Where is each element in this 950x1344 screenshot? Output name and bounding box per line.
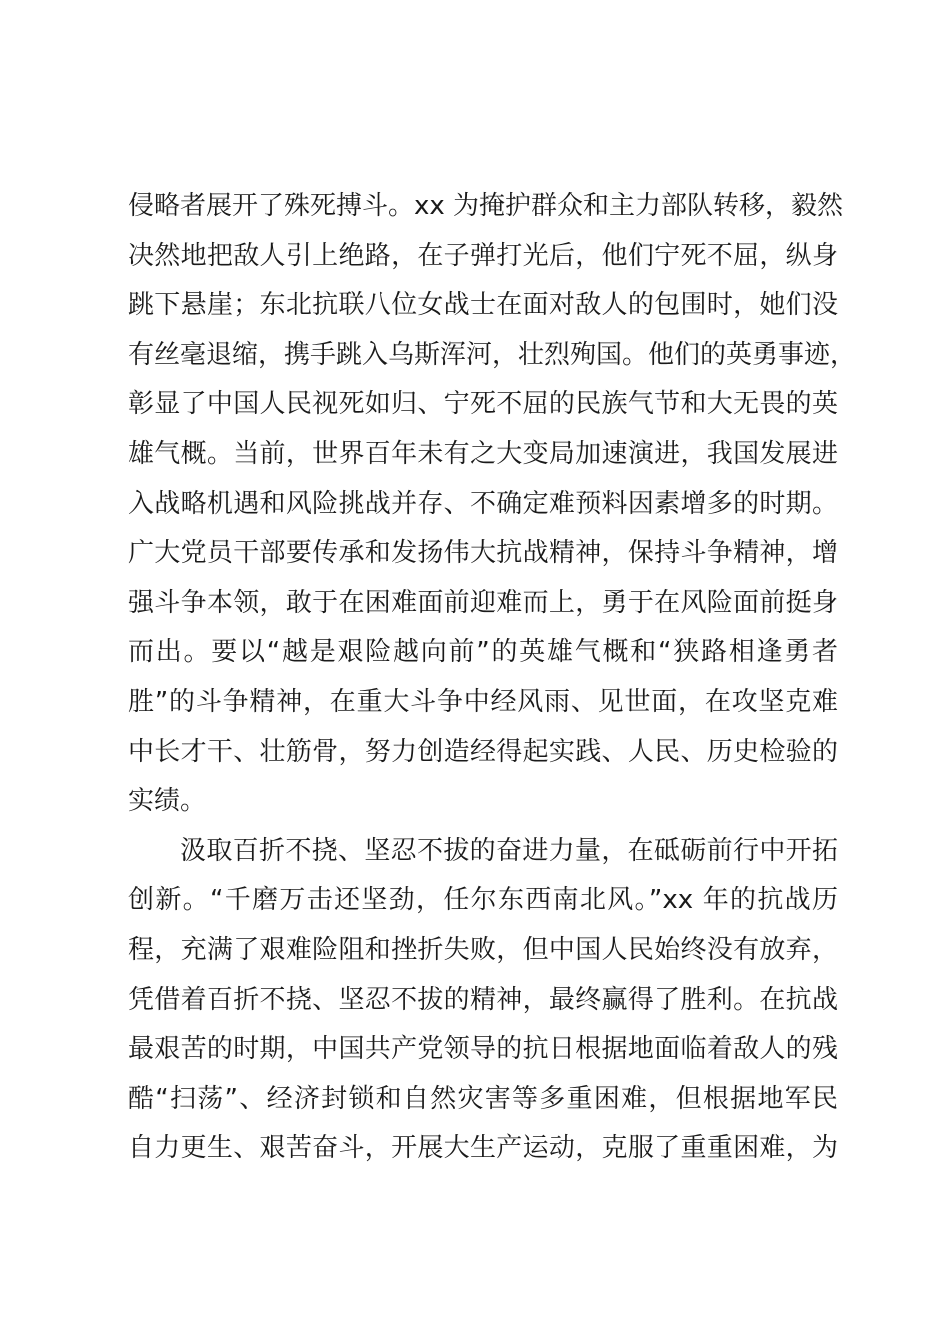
paragraph-line: 跳下悬崖；东北抗联八位女战士在面对敌人的包围时，她们没 <box>128 290 838 321</box>
paragraph-line: 最艰苦的时期，中国共产党领导的抗日根据地面临着敌人的残 <box>128 1034 838 1065</box>
paragraph-line: 程，充满了艰难险阻和挫折失败，但中国人民始终没有放弃， <box>128 934 838 965</box>
paragraph-line: 强斗争本领，敢于在困难面前迎难而上，勇于在风险面前挺身 <box>128 587 838 618</box>
paragraph-line: 决然地把敌人引上绝路，在子弹打光后，他们宁死不屈，纵身 <box>128 240 838 271</box>
paragraph-line: 雄气概。当前，世界百年未有之大变局加速演进，我国发展进 <box>128 438 838 469</box>
paragraph-line: 凭借着百折不挠、坚忍不拔的精神，最终赢得了胜利。在抗战 <box>128 984 838 1015</box>
paragraph-line: 创新。“千磨万击还坚劲，任尔东西南北风。”xx 年的抗战历 <box>128 885 838 916</box>
paragraph-line: 汲取百折不挠、坚忍不拔的奋进力量，在砥砺前行中开拓 <box>180 835 838 866</box>
paragraph-line: 而出。要以“越是艰险越向前”的英雄气概和“狭路相逢勇者 <box>128 637 838 668</box>
paragraph-line: 胜”的斗争精神，在重大斗争中经风雨、见世面，在攻坚克难 <box>128 686 838 717</box>
paragraph-2 <box>128 827 838 1174</box>
paragraph-line: 侵略者展开了殊死搏斗。xx 为掩护群众和主力部队转移，毅然 <box>128 191 844 221</box>
paragraph-line: 彰显了中国人民视死如归、宁死不屈的民族气节和大无畏的英 <box>128 389 838 420</box>
paragraph-line: 有丝毫退缩，携手跳入乌斯浑河，壮烈殉国。他们的英勇事迹， <box>128 339 857 370</box>
paragraph-line: 实绩。 <box>128 786 207 817</box>
paragraph-line: 自力更生、艰苦奋斗，开展大生产运动，克服了重重困难，为 <box>128 1133 838 1164</box>
paragraph-line: 酷“扫荡”、经济封锁和自然灾害等多重困难，但根据地军民 <box>128 1083 838 1114</box>
paragraph-line: 中长才干、壮筋骨，努力创造经得起实践、人民、历史检验的 <box>128 736 838 767</box>
document-body <box>128 182 857 1174</box>
paragraph-line: 入战略机遇和风险挑战并存、不确定难预料因素增多的时期。 <box>128 488 838 519</box>
paragraph-line: 广大党员干部要传承和发扬伟大抗战精神，保持斗争精神，增 <box>128 538 838 569</box>
paragraph-1 <box>128 182 857 827</box>
